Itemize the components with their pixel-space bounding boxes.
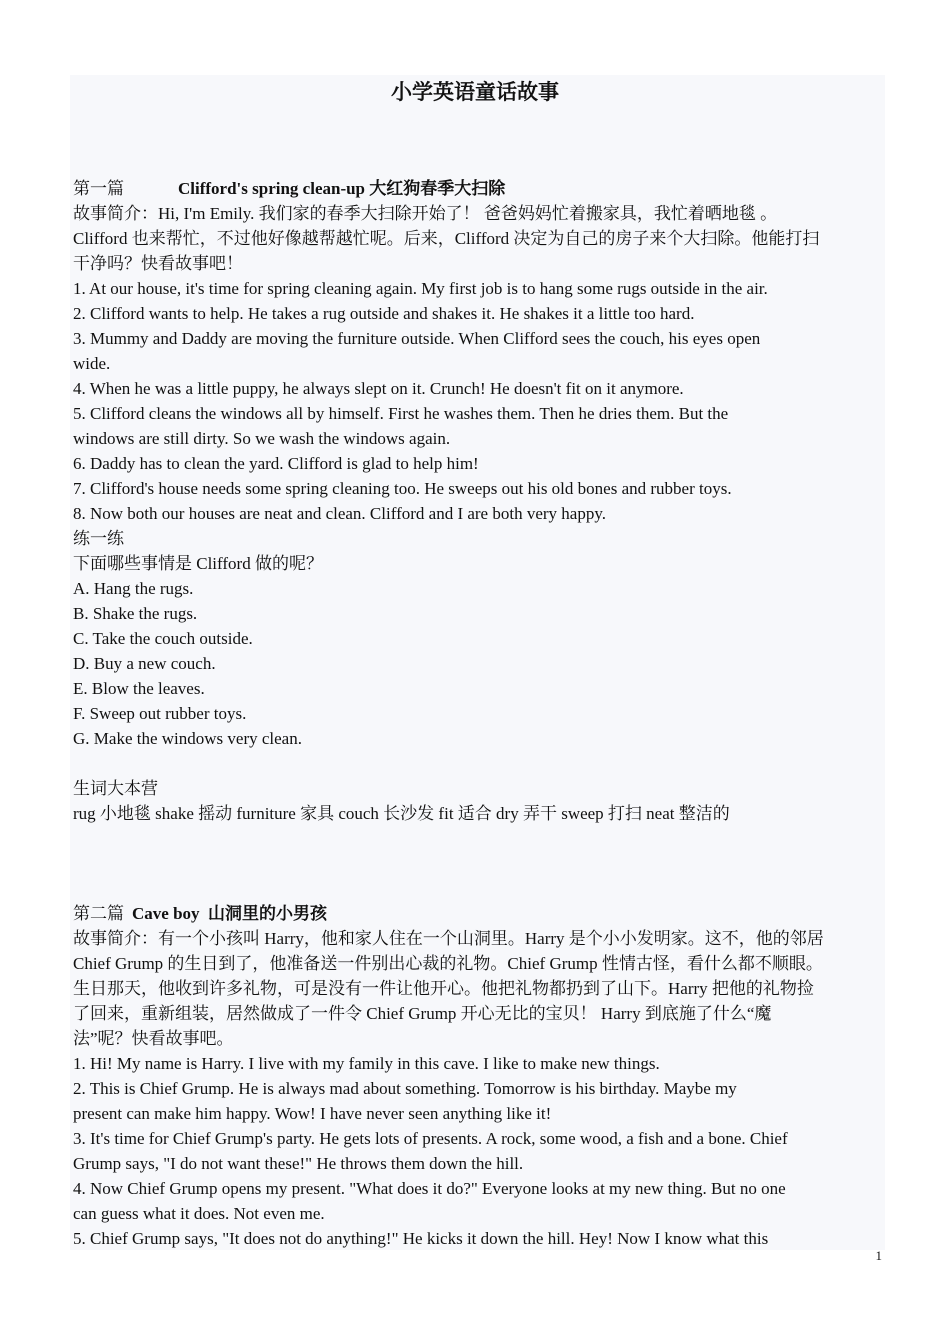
- section-1-story-line: 6. Daddy has to clean the yard. Clifford is glad to help him!: [73, 454, 479, 473]
- section-1-title: Clifford's spring clean-up 大红狗春季大扫除: [178, 179, 506, 198]
- section-1-intro-line: 故事简介：Hi, I'm Emily. 我们家的春季大扫除开始了！ 爸爸妈妈忙着搬家具，我忙着晒地毯 。: [73, 204, 778, 223]
- section-1-story-line: 4. When he was a little puppy, he always slept on it. Crunch! He doesn't fit on it anymore.: [73, 379, 684, 398]
- page-title: 小学英语童话故事: [391, 80, 559, 104]
- section-2-label: 第二篇: [73, 904, 124, 923]
- section-1-intro-line: 干净吗？快看故事吧！: [73, 254, 243, 273]
- section-1-story-line: windows are still dirty. So we wash the windows again.: [73, 429, 451, 448]
- section-1-story-line: 8. Now both our houses are neat and clean. Clifford and I are both very happy.: [73, 504, 606, 523]
- section-2-story-line: 3. It's time for Chief Grump's party. He gets lots of presents. A rock, some wood, a fish and a bone. Chief: [73, 1129, 788, 1148]
- practice-option: D. Buy a new couch.: [73, 654, 216, 673]
- section-1-story-line: 5. Clifford cleans the windows all by himself. First he washes them. Then he dries them. But the: [73, 404, 729, 423]
- section-1-story-line: wide.: [73, 354, 111, 373]
- section-2-story-line: Grump says, "I do not want these!" He throws them down the hill.: [73, 1154, 524, 1173]
- spacer: [73, 826, 903, 901]
- practice-option: F. Sweep out rubber toys.: [73, 704, 247, 723]
- section-2-story-line: can guess what it does. Not even me.: [73, 1204, 325, 1223]
- section-2-story-line: 5. Chief Grump says, "It does not do anything!" He kicks it down the hill. Hey! Now I know what this: [73, 1229, 769, 1248]
- section-2-intro-line: 生日那天，他收到许多礼物，可是没有一件让他开心。他把礼物都扔到了山下。Harry 把他的礼物捡: [73, 979, 814, 998]
- practice-question: 下面哪些事情是 Clifford 做的呢？: [73, 554, 323, 573]
- section-2-title: Cave boy 山洞里的小男孩: [132, 904, 328, 923]
- section-1-label: 第一篇: [73, 179, 124, 198]
- section-2-intro-line: 故事简介：有一个小孩叫 Harry，他和家人住在一个山洞里。Harry 是个小小发明家。这不，他的邻居: [73, 929, 824, 948]
- spacer: [73, 751, 903, 776]
- practice-option: B. Shake the rugs.: [73, 604, 198, 623]
- page-number: 1: [875, 1248, 882, 1263]
- vocab-label: 生词大本营: [73, 779, 158, 798]
- section-1-story-line: 1. At our house, it's time for spring cleaning again. My first job is to hang some rugs outside in the air.: [73, 279, 768, 298]
- section-2-heading: [73, 901, 903, 926]
- vocab-list: rug 小地毯 shake 摇动 furniture 家具 couch 长沙发 fit 适合 dry 弄干 sweep 打扫 neat 整洁的: [73, 804, 730, 823]
- section-2-story-line: present can make him happy. Wow! I have never seen anything like it!: [73, 1104, 552, 1123]
- practice-option: C. Take the couch outside.: [73, 629, 253, 648]
- section-2-intro-line: 了回来，重新组装，居然做成了一件令 Chief Grump 开心无比的宝贝！ Harry 到底施了什么“魔: [73, 1004, 772, 1023]
- practice-option: E. Blow the leaves.: [73, 679, 205, 698]
- document-body: [73, 0, 903, 1251]
- section-2-story-line: 4. Now Chief Grump opens my present. "What does it do?" Everyone looks at my new thing. But no one: [73, 1179, 786, 1198]
- spacer: [73, 0, 903, 176]
- section-1-intro-line: Clifford 也来帮忙，不过他好像越帮越忙呢。后来，Clifford 决定为自己的房子来个大扫除。他能打扫: [73, 229, 820, 248]
- section-2-story-line: 2. This is Chief Grump. He is always mad about something. Tomorrow is his birthday. Maybe my: [73, 1079, 737, 1098]
- section-1-story-line: 3. Mummy and Daddy are moving the furniture outside. When Clifford sees the couch, his eyes open: [73, 329, 761, 348]
- section-2-intro-line: Chief Grump 的生日到了，他准备送一件别出心裁的礼物。Chief Grump 性情古怪，看什么都不顺眼。: [73, 954, 823, 973]
- practice-label: 练一练: [73, 529, 124, 548]
- section-1-story-line: 2. Clifford wants to help. He takes a rug outside and shakes it. He shakes it a little too hard.: [73, 304, 695, 323]
- section-2-story-line: 1. Hi! My name is Harry. I live with my family in this cave. I like to make new things.: [73, 1054, 660, 1073]
- section-2-intro-line: 法”呢？快看故事吧。: [73, 1029, 234, 1048]
- section-1-heading: [73, 176, 903, 201]
- section-1-story-line: 7. Clifford's house needs some spring cleaning too. He sweeps out his old bones and rubber toys.: [73, 479, 732, 498]
- practice-option: G. Make the windows very clean.: [73, 729, 302, 748]
- practice-option: A. Hang the rugs.: [73, 579, 194, 598]
